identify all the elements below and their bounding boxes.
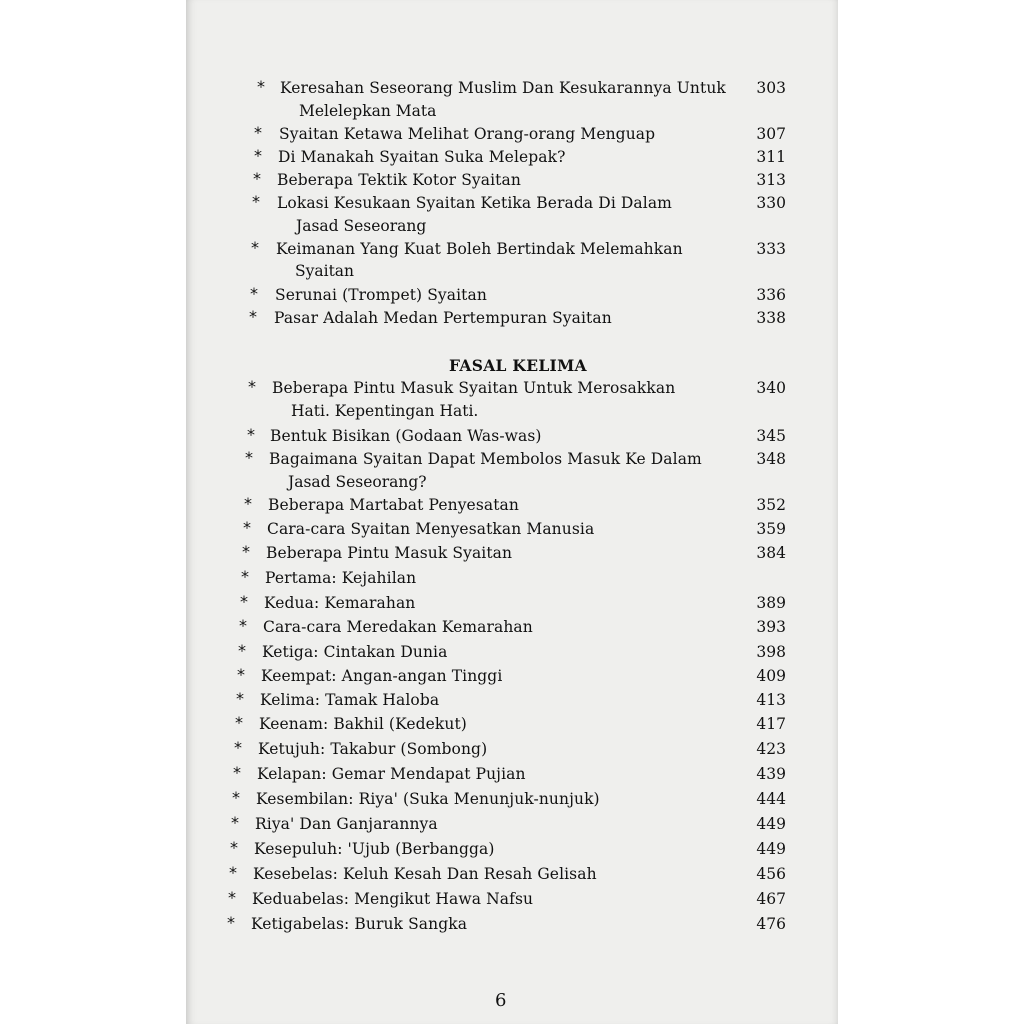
toc-entry-title: Lokasi Kesukaan Syaitan Ketika Berada Di Dalam bbox=[277, 194, 672, 212]
toc-entry-title: Kesembilan: Riya' (Suka Menunjuk-nunjuk) bbox=[256, 790, 600, 808]
toc-entry-page: 307 bbox=[756, 125, 786, 143]
toc-entry bbox=[186, 377, 838, 399]
toc-entry-title-continuation: Jasad Seseorang bbox=[296, 217, 427, 235]
toc-entry-title-continuation: Syaitan bbox=[295, 262, 355, 280]
toc-entry bbox=[186, 284, 838, 306]
toc-entry bbox=[186, 713, 838, 735]
toc-entry bbox=[186, 788, 838, 810]
toc-entry-page: 359 bbox=[756, 520, 786, 538]
toc-entry bbox=[186, 863, 838, 885]
toc-entry-page: 336 bbox=[756, 286, 786, 304]
bullet-asterisk: * bbox=[257, 77, 265, 96]
toc-entry-title: Kesepuluh: 'Ujub (Berbangga) bbox=[254, 840, 495, 858]
toc-entry-page: 340 bbox=[756, 379, 786, 397]
toc-entry-title: Keduabelas: Mengikut Hawa Nafsu bbox=[252, 890, 534, 908]
toc-entry-page: 449 bbox=[756, 840, 786, 858]
toc-entry bbox=[186, 641, 838, 663]
bullet-asterisk: * bbox=[233, 763, 241, 782]
bullet-asterisk: * bbox=[236, 689, 244, 708]
toc-entry-title: Pasar Adalah Medan Pertempuran Syaitan bbox=[274, 309, 612, 327]
toc-entry-page: 423 bbox=[756, 740, 786, 758]
toc-entry bbox=[186, 888, 838, 910]
bullet-asterisk: * bbox=[239, 616, 247, 635]
toc-entry bbox=[186, 763, 838, 785]
toc-entry-page: 417 bbox=[756, 715, 786, 733]
bullet-asterisk: * bbox=[254, 146, 262, 165]
bullet-asterisk: * bbox=[243, 518, 251, 537]
toc-entry-page: 409 bbox=[756, 667, 786, 685]
bullet-asterisk: * bbox=[253, 169, 261, 188]
bullet-asterisk: * bbox=[244, 494, 252, 513]
toc-entry-page: 352 bbox=[756, 496, 786, 514]
toc-entry-page: 311 bbox=[756, 148, 786, 166]
bullet-asterisk: * bbox=[227, 913, 235, 932]
toc-entry-title: Syaitan Ketawa Melihat Orang-orang Menguap bbox=[279, 125, 656, 143]
toc-entry-title: Cara-cara Syaitan Menyesatkan Manusia bbox=[267, 520, 595, 538]
toc-entry-title: Beberapa Pintu Masuk Syaitan Untuk Merosakkan bbox=[272, 379, 676, 397]
toc-entry-page: 439 bbox=[756, 765, 786, 783]
toc-entry-page: 338 bbox=[756, 309, 786, 327]
bullet-asterisk: * bbox=[247, 425, 255, 444]
bullet-asterisk: * bbox=[240, 592, 248, 611]
toc-entry bbox=[186, 616, 838, 638]
toc-entry-page: 333 bbox=[756, 240, 786, 258]
toc-entry-page: 348 bbox=[756, 450, 786, 468]
toc-entry-title: Bagaimana Syaitan Dapat Membolos Masuk Ke Dalam bbox=[269, 450, 702, 468]
toc-entry bbox=[186, 77, 838, 99]
toc-entry-title: Di Manakah Syaitan Suka Melepak? bbox=[278, 148, 566, 166]
bullet-asterisk: * bbox=[235, 713, 243, 732]
toc-entry bbox=[186, 567, 838, 589]
toc-entry-page: 413 bbox=[756, 691, 786, 709]
bullet-asterisk: * bbox=[245, 448, 253, 467]
toc-entry-page: 476 bbox=[756, 915, 786, 933]
toc-entry bbox=[186, 689, 838, 711]
toc-entry bbox=[186, 169, 838, 191]
toc-entry bbox=[186, 838, 838, 860]
toc-entry-title-continuation: Hati. Kepentingan Hati. bbox=[291, 402, 479, 420]
bullet-asterisk: * bbox=[231, 813, 239, 832]
toc-entry-title: Serunai (Trompet) Syaitan bbox=[275, 286, 487, 304]
toc-entry-title: Beberapa Martabat Penyesatan bbox=[268, 496, 519, 514]
toc-entry-title: Ketigabelas: Buruk Sangka bbox=[251, 915, 468, 933]
toc-entry-title-continuation: Jasad Seseorang? bbox=[288, 473, 427, 491]
toc-entry bbox=[186, 542, 838, 564]
bullet-asterisk: * bbox=[248, 377, 256, 396]
bullet-asterisk: * bbox=[252, 192, 260, 211]
toc-entry-page: 467 bbox=[756, 890, 786, 908]
toc-entry bbox=[186, 123, 838, 145]
toc-entry bbox=[186, 146, 838, 168]
toc-entry-page: 444 bbox=[756, 790, 786, 808]
bullet-asterisk: * bbox=[242, 542, 250, 561]
toc-entry-page: 330 bbox=[756, 194, 786, 212]
toc-entry-page: 393 bbox=[756, 618, 786, 636]
toc-entry bbox=[186, 518, 838, 540]
toc-entry-title: Kelima: Tamak Haloba bbox=[260, 691, 440, 709]
toc-entry-title: Keenam: Bakhil (Kedekut) bbox=[259, 715, 467, 733]
toc-entry bbox=[186, 738, 838, 760]
toc-entry-title: Beberapa Pintu Masuk Syaitan bbox=[266, 544, 513, 562]
toc-entry-page: 384 bbox=[756, 544, 786, 562]
toc-entry bbox=[186, 913, 838, 935]
toc-entry-title: Pertama: Kejahilan bbox=[265, 569, 417, 587]
section-heading: FASAL KELIMA bbox=[449, 356, 587, 375]
toc-entry bbox=[186, 448, 838, 470]
toc-entry bbox=[186, 592, 838, 614]
book-page bbox=[186, 0, 838, 1024]
toc-entry-page: 389 bbox=[756, 594, 786, 612]
toc-entry-title: Keimanan Yang Kuat Boleh Bertindak Melemahkan bbox=[276, 240, 683, 258]
toc-entry-page: 345 bbox=[756, 427, 786, 445]
bullet-asterisk: * bbox=[230, 838, 238, 857]
toc-entry-page: 398 bbox=[756, 643, 786, 661]
table-of-contents bbox=[186, 0, 838, 1024]
toc-entry-title: Bentuk Bisikan (Godaan Was-was) bbox=[270, 427, 542, 445]
toc-entry-page: 449 bbox=[756, 815, 786, 833]
toc-entry-page: 313 bbox=[756, 171, 786, 189]
bullet-asterisk: * bbox=[234, 738, 242, 757]
toc-entry-page: 456 bbox=[756, 865, 786, 883]
bullet-asterisk: * bbox=[232, 788, 240, 807]
bullet-asterisk: * bbox=[241, 567, 249, 586]
bullet-asterisk: * bbox=[251, 238, 259, 257]
toc-entry-title: Cara-cara Meredakan Kemarahan bbox=[263, 618, 533, 636]
toc-entry-title: Kedua: Kemarahan bbox=[264, 594, 416, 612]
toc-entry-title-continuation: Melelepkan Mata bbox=[299, 102, 437, 120]
toc-entry-title: Beberapa Tektik Kotor Syaitan bbox=[277, 171, 521, 189]
toc-entry-page: 303 bbox=[756, 79, 786, 97]
bullet-asterisk: * bbox=[228, 888, 236, 907]
toc-entry bbox=[186, 813, 838, 835]
toc-entry-title: Kesebelas: Keluh Kesah Dan Resah Gelisah bbox=[253, 865, 597, 883]
page-number: 6 bbox=[495, 990, 507, 1011]
toc-entry bbox=[186, 192, 838, 214]
toc-entry-title: Ketujuh: Takabur (Sombong) bbox=[258, 740, 488, 758]
toc-entry-title: Ketiga: Cintakan Dunia bbox=[262, 643, 448, 661]
bullet-asterisk: * bbox=[229, 863, 237, 882]
toc-entry bbox=[186, 494, 838, 516]
toc-entry-title: Keempat: Angan-angan Tinggi bbox=[261, 667, 503, 685]
toc-entry bbox=[186, 425, 838, 447]
bullet-asterisk: * bbox=[254, 123, 262, 142]
bullet-asterisk: * bbox=[238, 641, 246, 660]
toc-entry-title: Riya' Dan Ganjarannya bbox=[255, 815, 438, 833]
toc-entry bbox=[186, 307, 838, 329]
bullet-asterisk: * bbox=[249, 307, 257, 326]
toc-entry-title: Kelapan: Gemar Mendapat Pujian bbox=[257, 765, 526, 783]
toc-entry bbox=[186, 665, 838, 687]
bullet-asterisk: * bbox=[237, 665, 245, 684]
bullet-asterisk: * bbox=[250, 284, 258, 303]
toc-entry-title: Keresahan Seseorang Muslim Dan Kesukarannya Untuk bbox=[280, 79, 726, 97]
toc-entry bbox=[186, 238, 838, 260]
